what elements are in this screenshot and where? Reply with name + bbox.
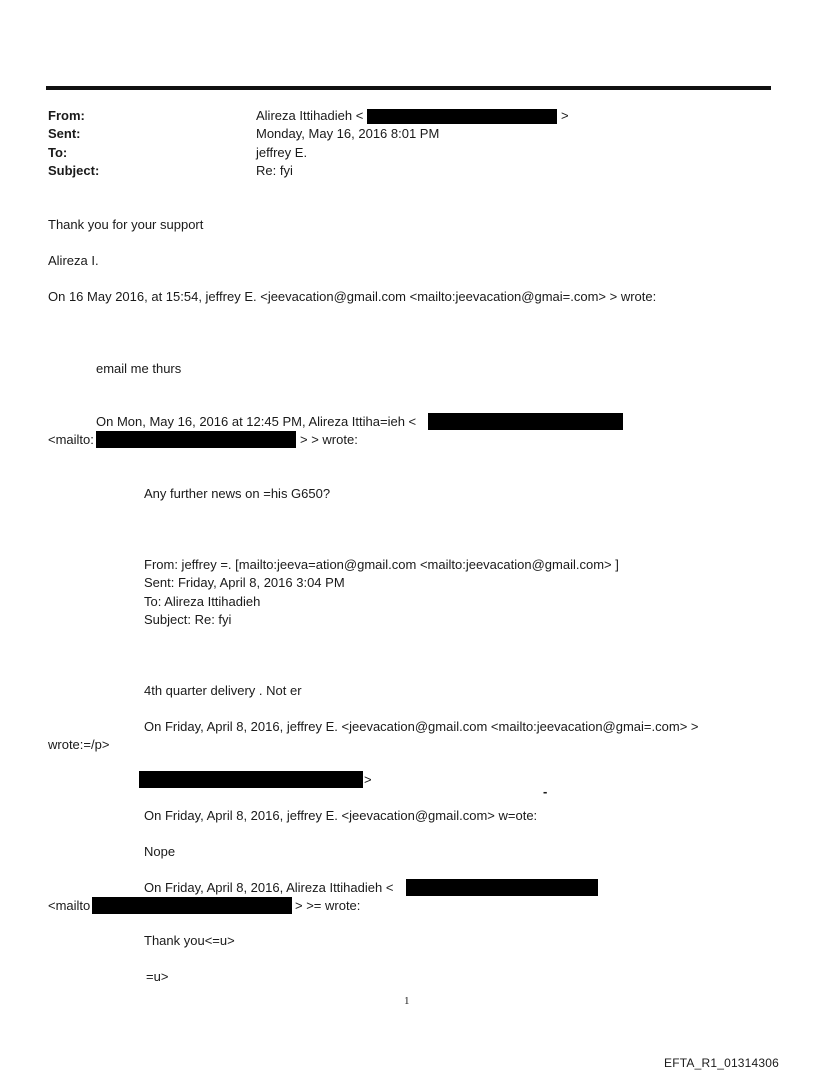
to-value: jeffrey E. [256, 145, 308, 160]
quote4-intro: On Friday, April 8, 2016, jeffrey E. <jeevacation@gmail.com> w=ote: [144, 808, 538, 823]
redaction-quote5-a [406, 879, 598, 896]
quote5-intro-b-suffix: > >= wrote: [295, 898, 361, 913]
subject-value: Re: fyi [256, 163, 293, 178]
to-label: To: [48, 145, 68, 160]
signature: Alireza I. [48, 253, 99, 268]
from-label: From: [48, 108, 85, 123]
tail-text: =u> [146, 969, 169, 984]
quote3-intro-a: On Friday, April 8, 2016, jeffrey E. <jeevacation@gmail.com <mailto:jeevacation@gmai=.com> > [144, 719, 699, 734]
from-value: Alireza Ittihadieh < [256, 108, 364, 123]
from-value-suffix: > [561, 108, 569, 123]
sent-label: Sent: [48, 126, 81, 141]
redaction-from [367, 109, 557, 124]
header-rule [46, 86, 771, 90]
body-line-thanks: Thank you for your support [48, 217, 204, 232]
nope-text: Nope [144, 844, 176, 859]
bates-number: EFTA_R1_01314306 [664, 1056, 780, 1070]
quote5-intro-a: On Friday, April 8, 2016, Alireza Ittihadieh < [144, 880, 394, 895]
fwd-from: From: jeffrey =. [mailto:jeeva=ation@gmail.com <mailto:jeevacation@gmail.com> ] [144, 557, 619, 572]
redaction-quote2-b [96, 431, 296, 448]
quote2-intro-a: On Mon, May 16, 2016 at 12:45 PM, Alireza Ittiha=ieh < [96, 414, 417, 429]
redaction-block [139, 771, 363, 788]
stray-dash: - [543, 784, 548, 799]
quote1-text: email me thurs [96, 361, 182, 376]
delivery-text: 4th quarter delivery . Not er [144, 683, 302, 698]
quote3-intro-b: wrote:=/p> [48, 737, 110, 752]
thanks-text: Thank you<=u> [144, 933, 235, 948]
redaction-quote2-a [428, 413, 623, 430]
sent-value: Monday, May 16, 2016 8:01 PM [256, 126, 440, 141]
fwd-to: To: Alireza Ittihadieh [144, 594, 261, 609]
quote2-intro-b-suffix: > > wrote: [300, 432, 358, 447]
quote2-text: Any further news on =his G650? [144, 486, 331, 501]
redaction-quote5-b [92, 897, 292, 914]
quote1-intro: On 16 May 2016, at 15:54, jeffrey E. <jeevacation@gmail.com <mailto:jeevacation@gmai=.com> > wrote: [48, 289, 657, 304]
redacted-suffix: > [364, 772, 372, 787]
fwd-sent: Sent: Friday, April 8, 2016 3:04 PM [144, 575, 345, 590]
quote5-intro-b-prefix: <mailto [48, 898, 91, 913]
subject-label: Subject: [48, 163, 100, 178]
page-number: 1 [404, 995, 410, 1007]
quote2-intro-b-prefix: <mailto: [48, 432, 94, 447]
fwd-subject: Subject: Re: fyi [144, 612, 232, 627]
